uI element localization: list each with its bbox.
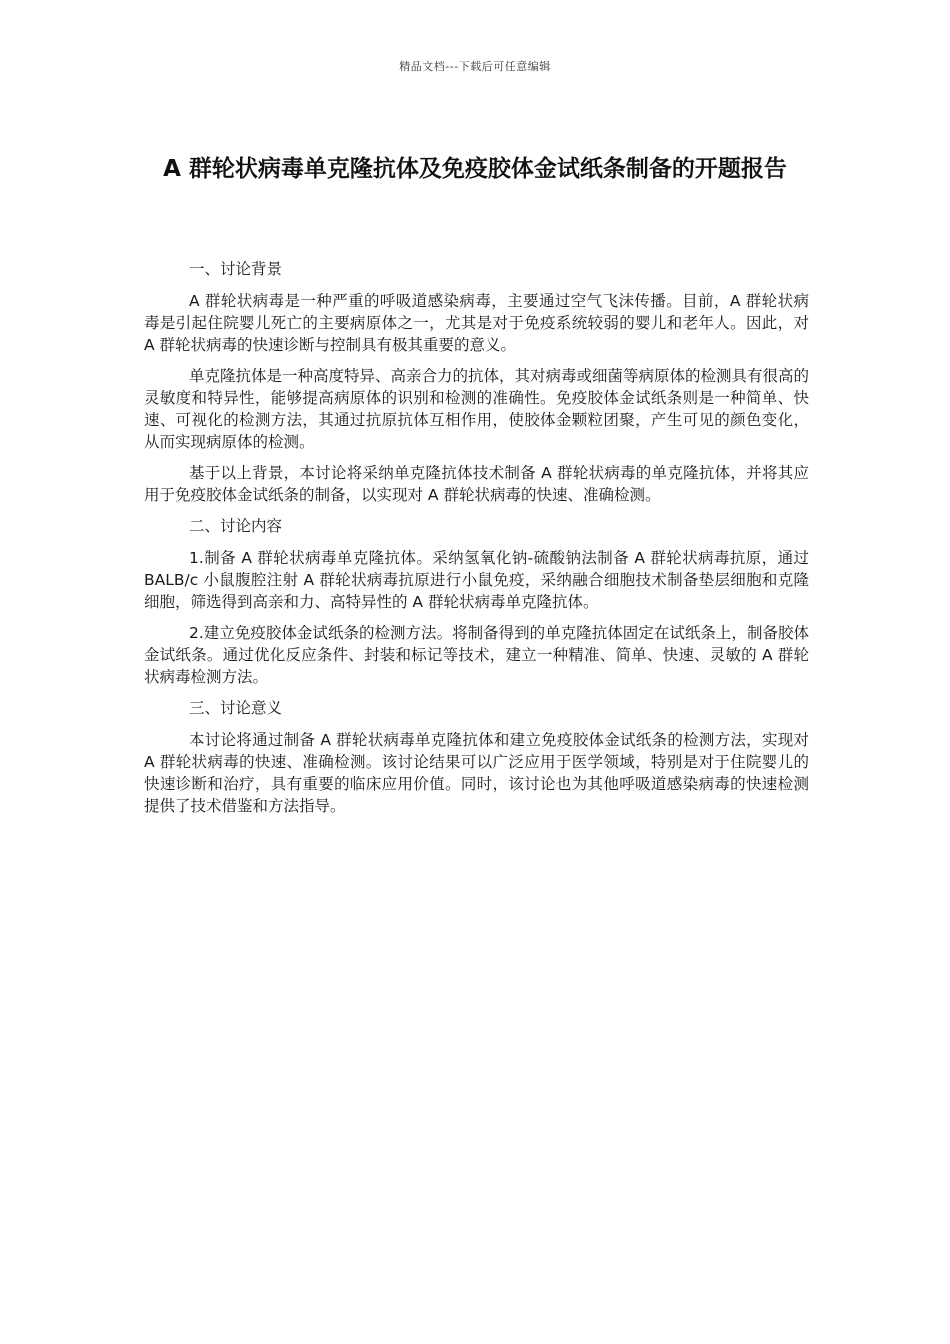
document-title: A 群轮状病毒单克隆抗体及免疫胶体金试纸条制备的开题报告 <box>163 156 787 183</box>
paragraph: 基于以上背景，本讨论将采纳单克隆抗体技术制备 A 群轮状病毒的单克隆抗体，并将其应用于免疫胶体金试纸条的制备，以实现对 A 群轮状病毒的快速、准确检测。 <box>144 464 809 504</box>
paragraph: A 群轮状病毒是一种严重的呼吸道感染病毒，主要通过空气飞沫传播。目前，A 群轮状病毒是引起住院婴儿死亡的主要病原体之一，尤其是对于免疫系统较弱的婴儿和老年人。因此，对 A 群轮状病毒的快速诊断与控制具有极其重要的意义。 <box>144 292 809 354</box>
section-heading: 一、讨论背景 <box>189 260 283 278</box>
paragraph: 1.制备 A 群轮状病毒单克隆抗体。采纳氢氧化钠-硫酸钠法制备 A 群轮状病毒抗原，通过 BALB/c 小鼠腹腔注射 A 群轮状病毒抗原进行小鼠免疫，采纳融合细胞技术制备垫层细胞和克隆细胞，筛选得到高亲和力、高特异性的 A 群轮状病毒单克隆抗体。 <box>144 549 809 611</box>
section-background <box>144 258 809 506</box>
header-note: 精品文档---下载后可任意编辑 <box>399 60 551 73</box>
section-heading: 三、讨论意义 <box>189 699 283 717</box>
paragraph: 本讨论将通过制备 A 群轮状病毒单克隆抗体和建立免疫胶体金试纸条的检测方法，实现对 A 群轮状病毒的快速、准确检测。该讨论结果可以广泛应用于医学领域，特别是对于住院婴儿的快速诊断和治疗，具有重要的临床应用价值。同时，该讨论也为其他呼吸道感染病毒的快速检测提供了技术借鉴和方法指导。 <box>144 731 809 815</box>
section-heading: 二、讨论内容 <box>189 517 283 535</box>
section-content <box>144 515 809 688</box>
document-body <box>144 258 809 826</box>
paragraph: 单克隆抗体是一种高度特异、高亲合力的抗体，其对病毒或细菌等病原体的检测具有很高的灵敏度和特异性，能够提高病原体的识别和检测的准确性。免疫胶体金试纸条则是一种简单、快速、可视化的检测方法，其通过抗原抗体互相作用，使胶体金颗粒团聚，产生可见的颜色变化，从而实现病原体的检测。 <box>144 367 810 451</box>
paragraph: 2.建立免疫胶体金试纸条的检测方法。将制备得到的单克隆抗体固定在试纸条上，制备胶体金试纸条。通过优化反应条件、封装和标记等技术，建立一种精准、简单、快速、灵敏的 A 群轮状病毒检测方法。 <box>144 624 809 686</box>
section-significance <box>144 697 809 817</box>
